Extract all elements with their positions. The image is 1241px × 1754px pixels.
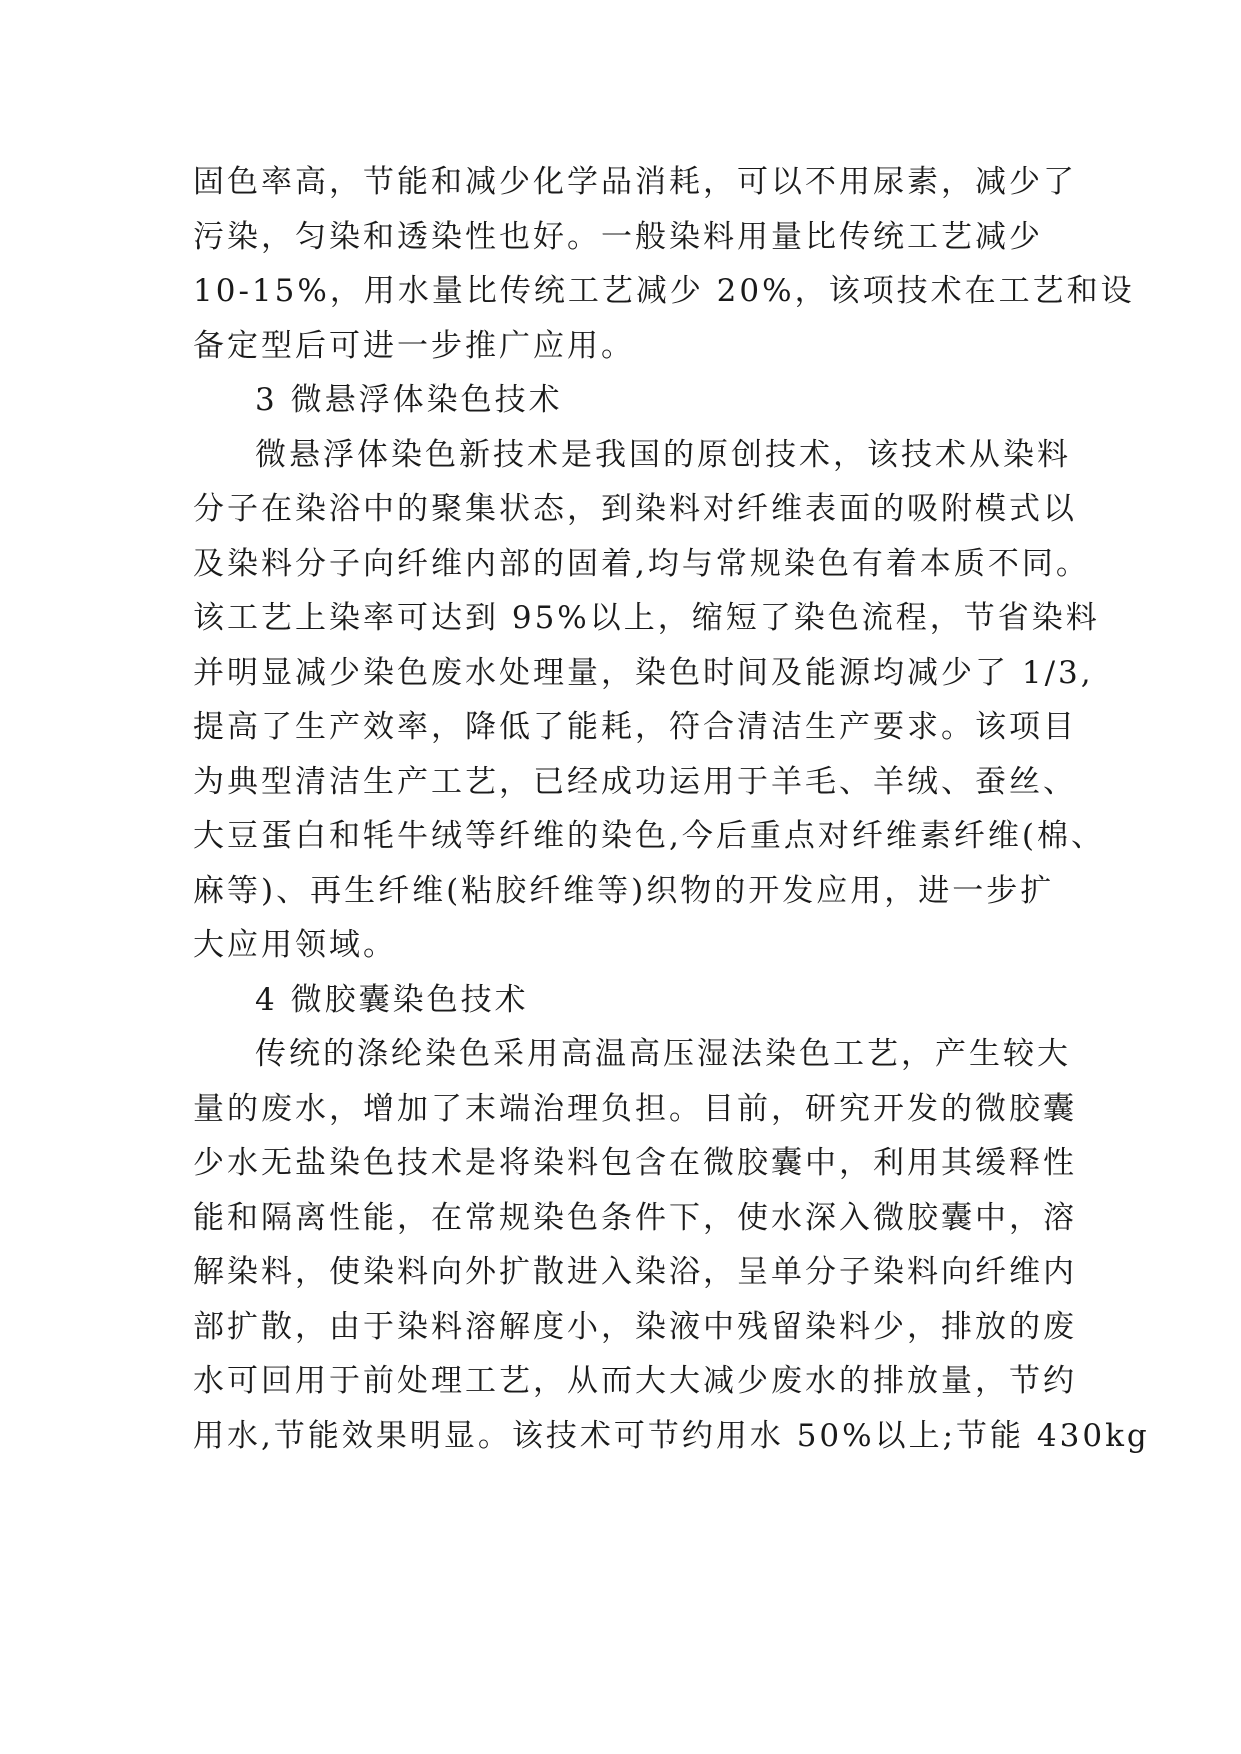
text-line: 能和隔离性能，在常规染色条件下，使水深入微胶囊中，溶 bbox=[193, 1199, 1077, 1236]
text-line: 麻等)、再生纤维(粘胶纤维等)织物的开发应用，进一步扩 bbox=[193, 872, 1055, 909]
text-line: 10-15%，用水量比传统工艺减少 20%，该项技术在工艺和设 bbox=[193, 273, 1135, 309]
text-line: 污染，匀染和透染性也好。一般染料用量比传统工艺减少 bbox=[193, 218, 1043, 255]
text-line: 提高了生产效率，降低了能耗，符合清洁生产要求。该项目 bbox=[193, 709, 1077, 745]
text-line: 部扩散，由于染料溶解度小，染液中残留染料少，排放的废 bbox=[193, 1308, 1077, 1345]
text-line: 微悬浮体染色新技术是我国的原创技术，该技术从染料 bbox=[255, 436, 1071, 473]
text-line: 并明显减少染色废水处理量，染色时间及能源均减少了 1/3, bbox=[193, 654, 1094, 691]
text-line: 大豆蛋白和牦牛绒等纤维的染色,今后重点对纤维素纤维(棉、 bbox=[193, 818, 1105, 854]
text-line: 用水,节能效果明显。该技术可节约用水 50%以上;节能 430kg bbox=[193, 1417, 1150, 1454]
text-line: 备定型后可进一步推广应用。 bbox=[193, 327, 635, 364]
text-line: 量的废水，增加了末端治理负担。目前，研究开发的微胶囊 bbox=[193, 1090, 1077, 1127]
text-line: 水可回用于前处理工艺，从而大大减少废水的排放量，节约 bbox=[193, 1363, 1077, 1399]
text-line: 传统的涤纶染色采用高温高压湿法染色工艺，产生较大 bbox=[255, 1036, 1071, 1072]
text-line: 该工艺上染率可达到 95%以上，缩短了染色流程，节省染料 bbox=[193, 600, 1100, 636]
text-line: 固色率高，节能和减少化学品消耗，可以不用尿素，减少了 bbox=[193, 164, 1077, 200]
text-line: 少水无盐染色技术是将染料包含在微胶囊中，利用其缓释性 bbox=[193, 1145, 1077, 1181]
text-line: 为典型清洁生产工艺，已经成功运用于羊毛、羊绒、蚕丝、 bbox=[193, 763, 1077, 800]
section-heading: 3 微悬浮体染色技术 bbox=[255, 382, 563, 418]
text-line: 分子在染浴中的聚集状态，到染料对纤维表面的吸附模式以 bbox=[193, 491, 1077, 527]
text-line: 大应用领域。 bbox=[193, 927, 397, 963]
section-heading: 4 微胶囊染色技术 bbox=[255, 981, 529, 1018]
paragraph bbox=[193, 1027, 1150, 1463]
paragraph bbox=[193, 155, 1135, 373]
document-body bbox=[193, 155, 1150, 1463]
text-line: 解染料，使染料向外扩散进入染浴，呈单分子染料向纤维内 bbox=[193, 1254, 1077, 1290]
text-line: 及染料分子向纤维内部的固着,均与常规染色有着本质不同。 bbox=[193, 545, 1090, 582]
paragraph bbox=[193, 428, 1105, 973]
